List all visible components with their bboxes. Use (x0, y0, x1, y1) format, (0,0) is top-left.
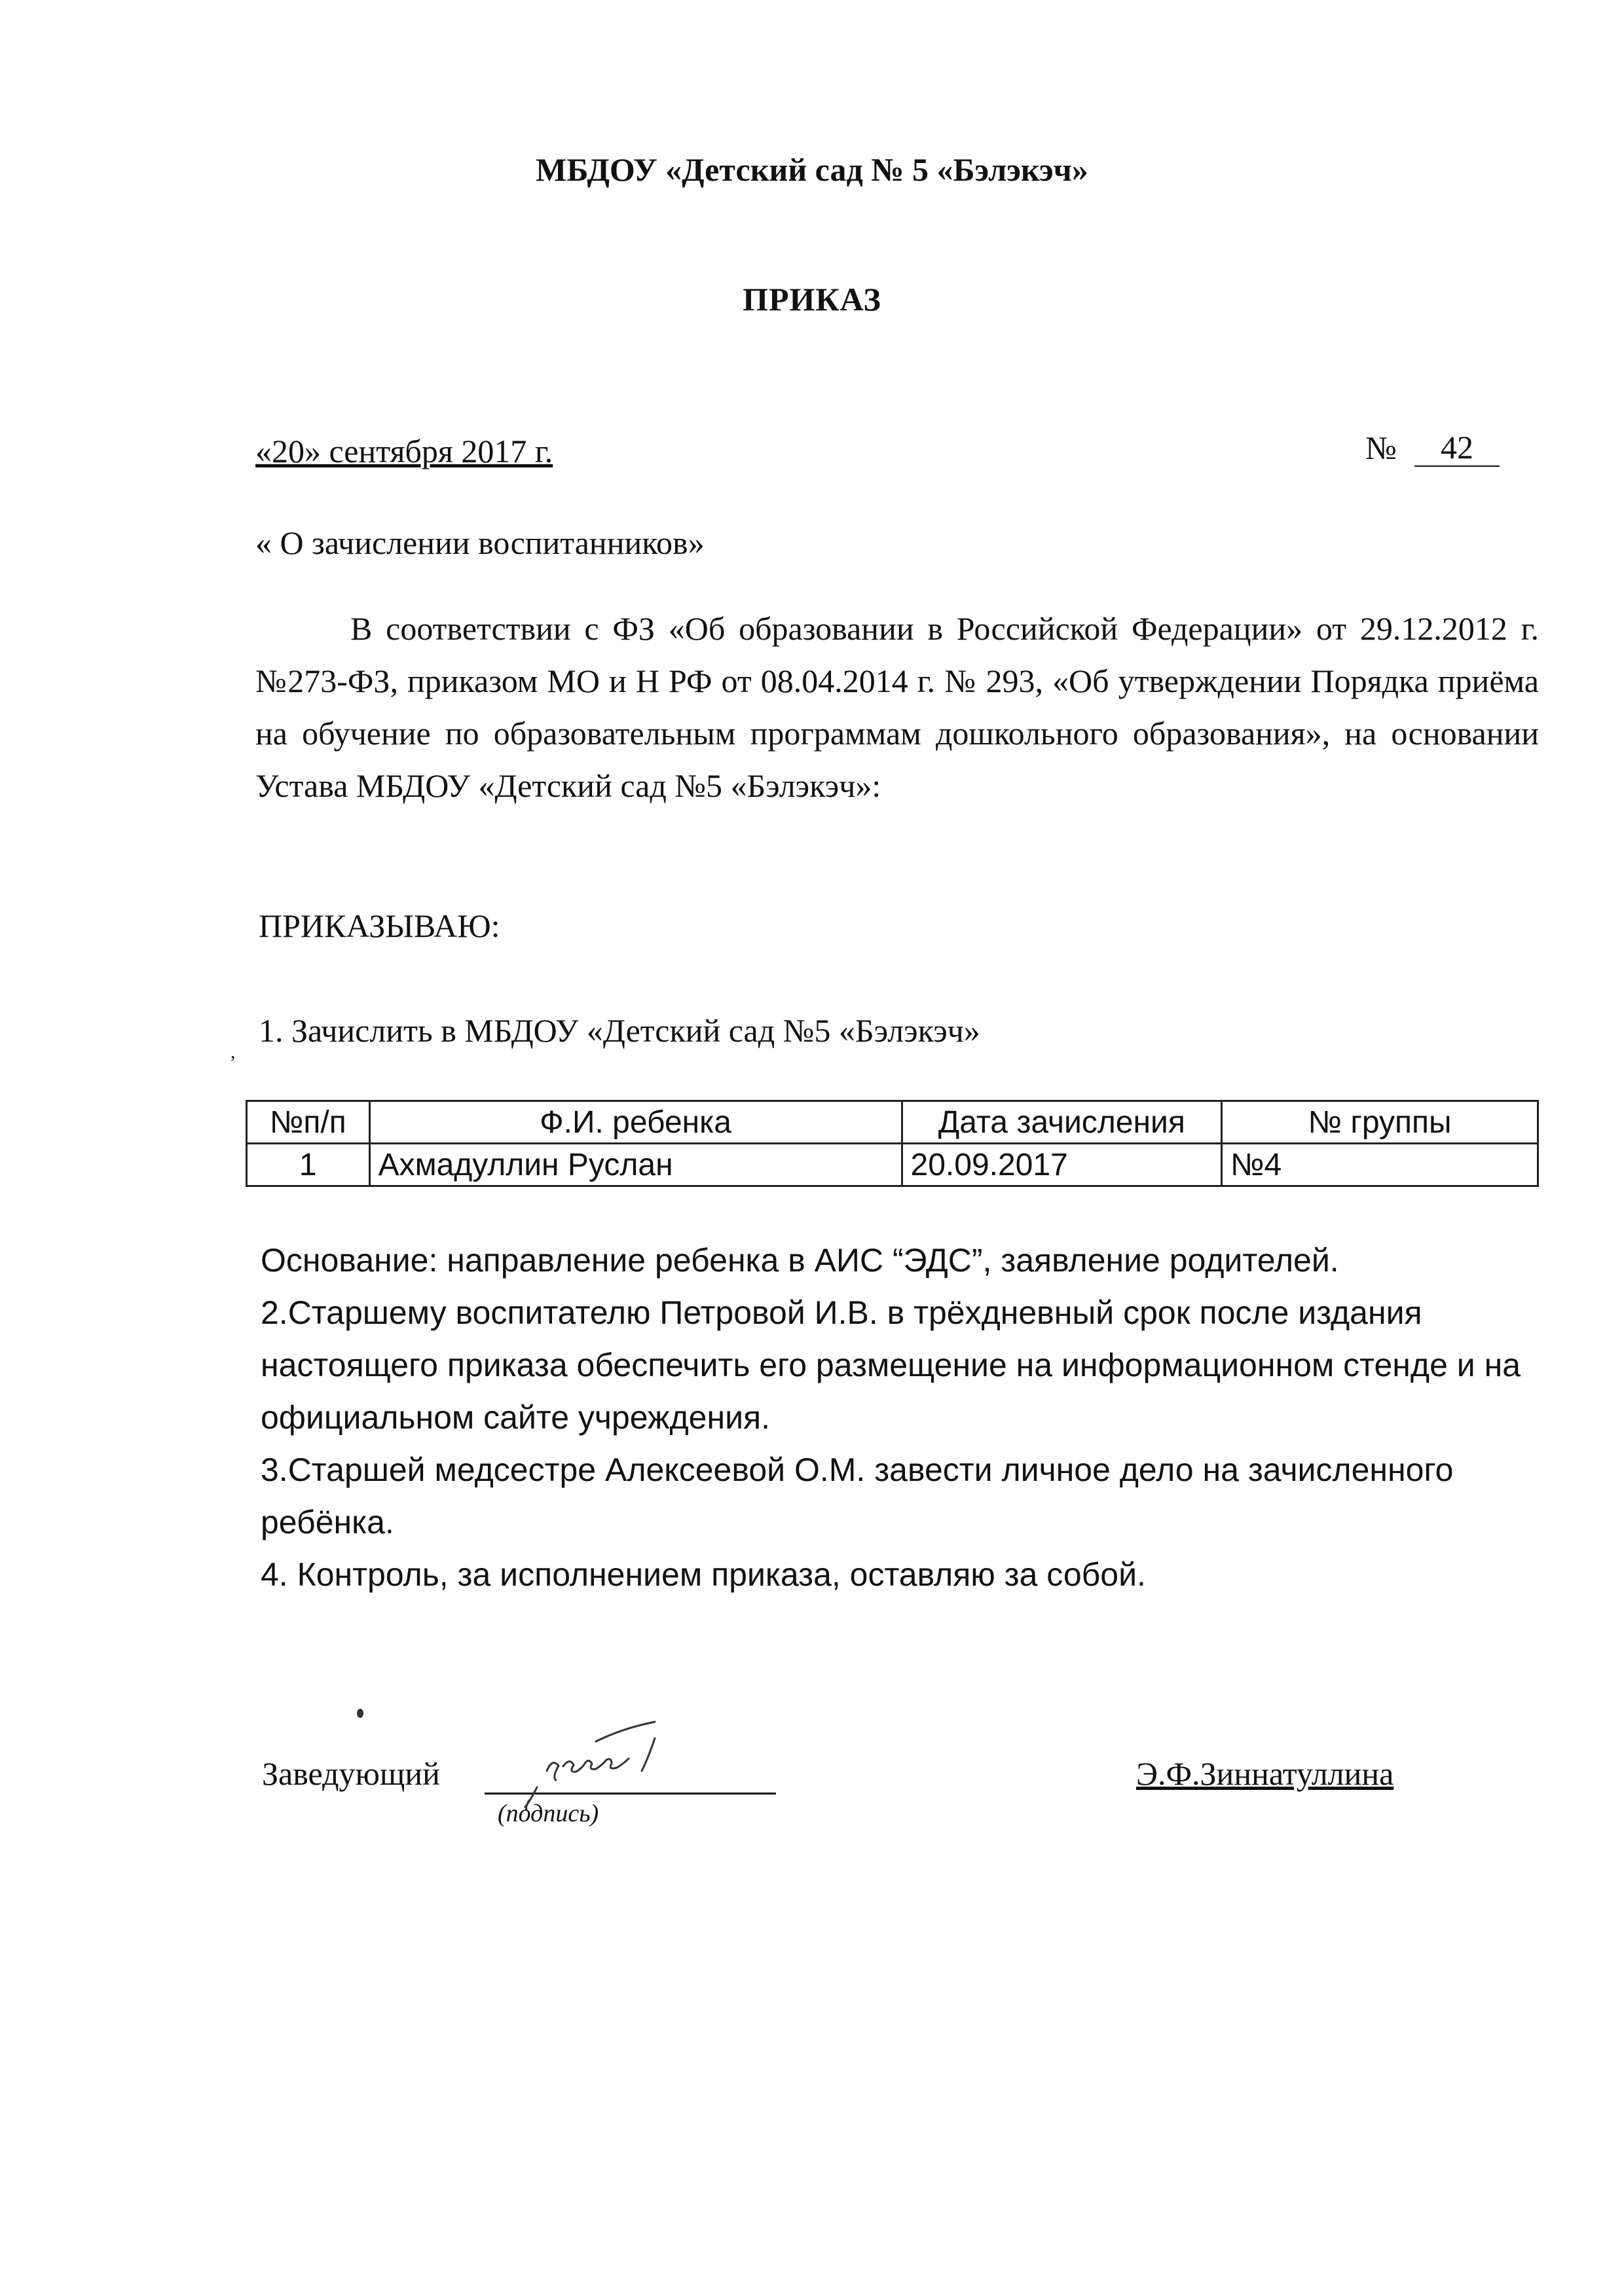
signatory-name: Э.Ф.Зиннатуллина (1136, 1755, 1394, 1792)
item-1-enroll: 1. Зачислить в МБДОУ «Детский сад №5 «Бэлэкэч» (259, 1012, 980, 1049)
order-word: ПРИКАЗЫВАЮ: (259, 907, 500, 944)
cell-enrollment-date: 20.09.2017 (902, 1144, 1221, 1186)
signatory-position: Заведующий (262, 1755, 440, 1792)
item-4: 4. Контроль, за исполнением приказа, оставляю за собой. (261, 1556, 1146, 1593)
header-number: №п/п (247, 1101, 370, 1144)
organization-name: МБДОУ «Детский сад № 5 «Бэлэкэч» (536, 151, 1088, 188)
order-date: «20» сентября 2017 г. (255, 433, 553, 469)
item-3: 3.Старшей медсестре Алексеевой О.М. завести личное дело на зачисленного ребёнка. (261, 1451, 1454, 1540)
document-title: ПРИКАЗ (743, 281, 881, 318)
order-subject: « О зачислении воспитанников» (255, 524, 705, 561)
signature-caption: (подпись) (498, 1800, 599, 1827)
item-2: 2.Старшему воспитателю Петровой И.В. в трёхдневный срок после издания настоящего приказа обеспечить его размещение на информационном стенде и на официальном сайте учреждения. (261, 1294, 1521, 1436)
header-child-name: Ф.И. ребенка (369, 1101, 902, 1144)
table-header-row (247, 1101, 1538, 1144)
order-items (261, 1234, 1570, 1601)
basis-item: Основание: направление ребенка в АИС “ЭДС”, заявление родителей. (261, 1242, 1339, 1279)
cell-child-name: Ахмадуллин Руслан (369, 1144, 902, 1186)
cell-number: 1 (247, 1144, 370, 1186)
enrollment-table (246, 1100, 1539, 1187)
ink-dot (357, 1709, 363, 1718)
header-enrollment-date: Дата зачисления (902, 1101, 1221, 1144)
order-number-label: № (1365, 429, 1397, 466)
table-row (247, 1144, 1538, 1186)
preamble-paragraph: В соответствии с ФЗ «Об образовании в Российской Федерации» от 29.12.2012 г. №273-ФЗ, приказом МО и Н РФ от 08.04.2014 г. № 293, «Об утверждении Порядка приёма на обучение по образовательным программам дошкольного образования», на основании Устава МБДОУ «Детский сад №5 «Бэлэкэч»: (255, 610, 1539, 804)
order-number-value: 42 (1414, 429, 1500, 467)
header-group-number: № группы (1221, 1101, 1538, 1144)
stray-mark: , (231, 1041, 236, 1063)
cell-group-number: №4 (1221, 1144, 1538, 1186)
handwritten-signature-icon (498, 1702, 773, 1813)
